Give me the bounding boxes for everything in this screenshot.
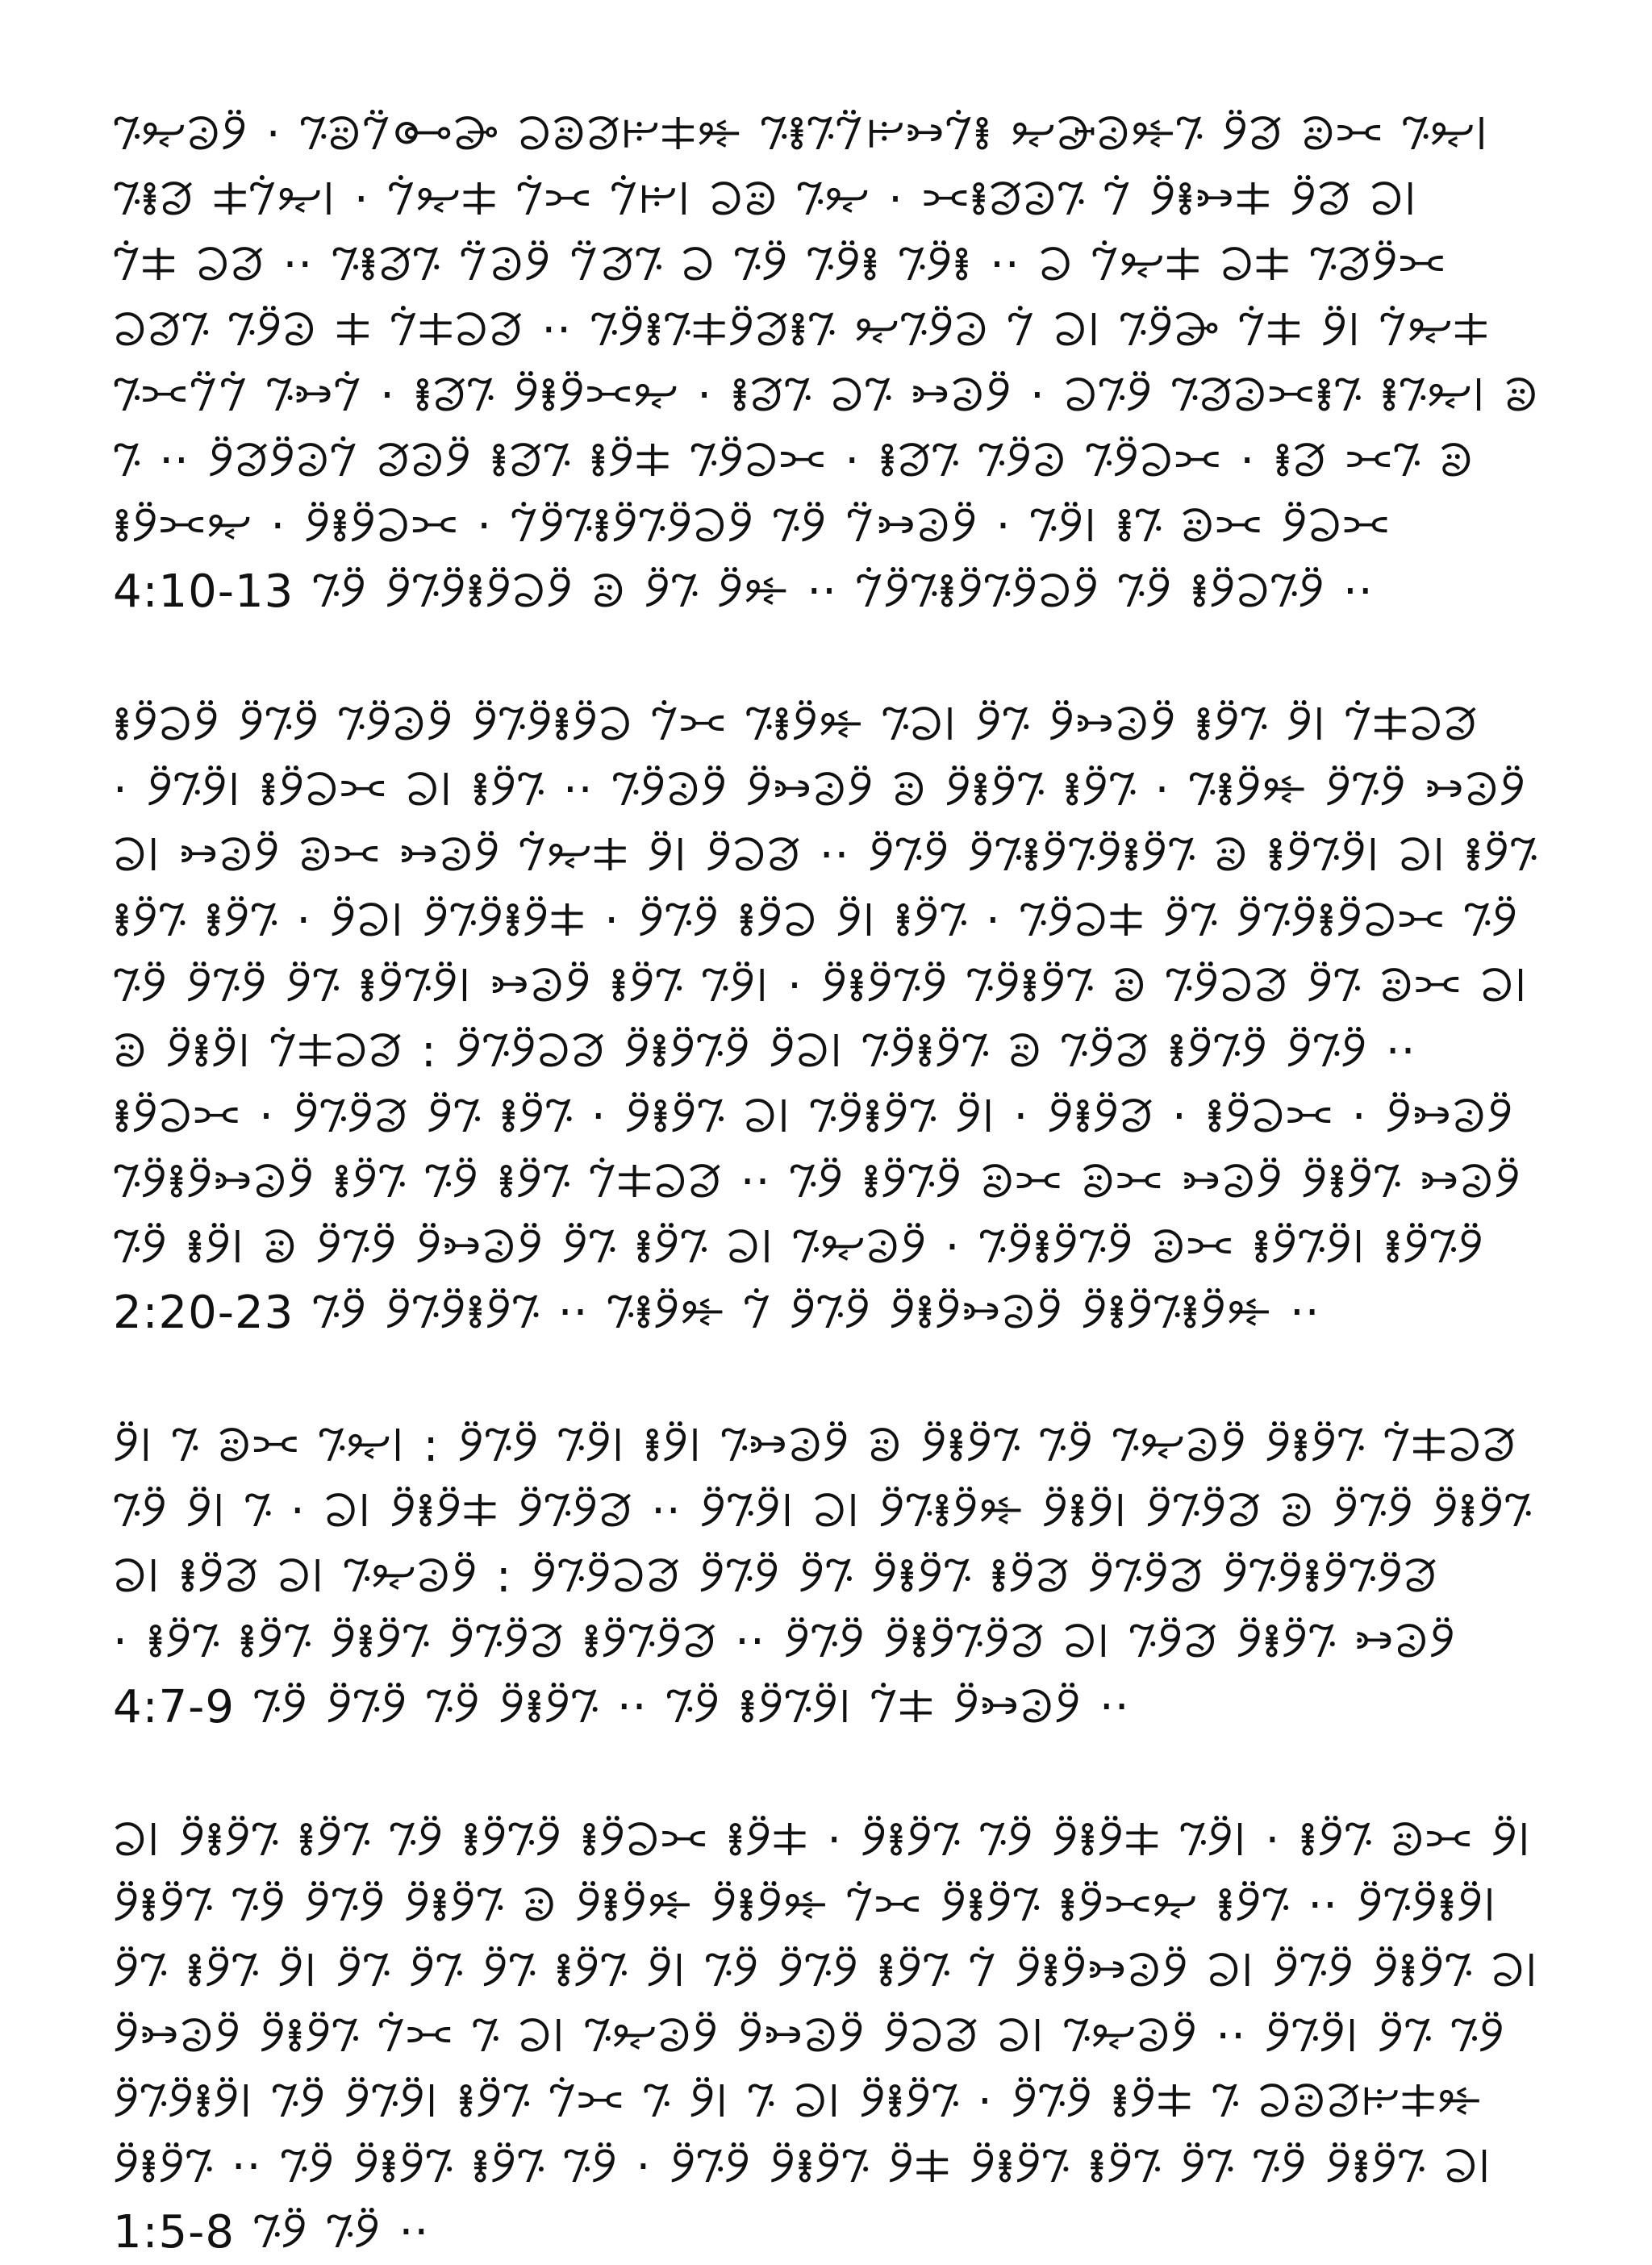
document-page [113,102,1541,2265]
passage-1: 𞠢𞠌𞠃 𞠅𞠊 𞠎𞠆 𞠃𞠏𞠉𞠒𞠌 𞠇𞠁𞠄𞠋𞠂𞠃𞠇𞠃 𞠏𞠍𞠋𞠎𞠊𞠈 𞠐𞠑𞠂𞠊𞠃 · 𞠆𞠉𞠌𞠃 𞠢𞠈 𞠎𞠆 𞠍𞠄𞠇𞠆 𞠁 𞠃𞠉𞠎𞠇𞠅 · 𞠌𞠃 𞠊𞠈 𞠢𞠋𞠁 𞠅𞠁 𞠍𞠌𞠁 · 𞠢𞠌𞠁𞠍 𞠎𞠇𞠃 𞠅𞠆𞠎𞠃 𞠍𞠈 𞠍𞠌𞠁 𞠈 ·· 𞠇𞠆𞠃 𞠇𞠆𞠃 𞠆𞠃 𞠈 𞠃𞠎𞠂 𞠆𞠉𞠂 𞠃𞠎𞠇𞠃 ·· 𞠎𞠈 𞠍𞠁 𞠍𞠌𞠁 𞠢𞠆 𞠍𞠁 𞠐𞠆𞠃 𞠢𞠈 𞠁 𞠉𞠆𞠃𞠌 𞠃𞠇𞠎𞠆𞠍𞠃𞠇𞠆𞠃 ·· 𞠎𞠈𞠍𞠁 𞠍 𞠉𞠆𞠃 𞠃𞠎𞠈 𞠊 𞠢𞠌𞠃𞠇 𞠃𞠇𞠅𞠉𞠎𞠃 𞠆𞠃𞠈 · 𞠆𞠉𞠄 𞠃𞠈 𞠃𞠎𞠇 · 𞠌𞠅𞠆𞠇𞠆 𞠃𞠎𞠇 · 𞠁𞠄𞠃 𞠁𞠂𞠅𞠃 𞠊 𞠃𞠅 𞠎𞠇 · 𞠅𞠈𞠆𞠃 𞠉𞠆𞠃 𞠃𞠎𞠇 · 𞠅𞠈𞠆𞠃 𞠍𞠆𞠇 𞠃𞠎𞠇 𞠆𞠉𞠎 𞠁𞠉𞠆𞠎𞠆 ·· 𞠃 𞠅𞠈𞠆 𞠅𞠊 𞠃𞠇 𞠢𞠆𞠃 · 𞠆𞠉𞠄𞠂 𞠆𞠃 𞠆𞠈𞠆𞠃𞠆𞠇𞠃𞠆𞠁 · 𞠅𞠈𞠆𞠇𞠆 · 𞠌𞠅𞠆𞠇 𞠆𞠃𞠈𞠆𞠇 𞠆𞠃 𞠆𞠈𞠆𞠃𞠆𞠇𞠃𞠆𞠁 ·· 𞠏𞠆 𞠃𞠆 𞠊 𞠆𞠈𞠆𞠇𞠆𞠃𞠆 𞠆𞠃 4:10-13 ·· [113,108,1539,618]
passage-3: 𞠎𞠈𞠍𞠁 𞠃𞠆𞠇𞠆 𞠆𞠉𞠌𞠃 𞠆𞠃 𞠃𞠆𞠇𞠆 𞠊 𞠆𞠉𞠄𞠃 𞠢𞠆𞠇 𞠢𞠆𞠃 𞠆𞠃𞠆 : 𞠢𞠌𞠃 𞠅𞠊 𞠃 𞠢𞠆 𞠃𞠆𞠇𞠆 𞠆𞠃𞠆 𞠊 𞠎𞠆𞠃𞠆 𞠢𞠆𞠇𞠆 𞠏𞠆𞠇𞠃𞠆 𞠢𞠈 𞠢𞠆𞠃𞠆 ·· 𞠎𞠆𞠃𞠆 𞠍𞠆𞠇𞠆 𞠢𞠈 · 𞠃 𞠢𞠆 𞠆𞠃 𞠎𞠆𞠃𞠆𞠇𞠆𞠃𞠆 𞠎𞠆𞠃𞠆 𞠎𞠆𞠇 𞠃𞠆𞠇𞠆 𞠃𞠆 𞠆𞠃𞠆 𞠎𞠈𞠆𞠃𞠆 : 𞠆𞠉𞠌𞠃 𞠢𞠈 𞠎𞠆𞠇 𞠢𞠈 𞠆𞠉𞠄 𞠃𞠆𞠇𞠆 𞠎𞠆𞠃 𞠢𞠈 𞠎𞠆𞠃𞠆𞠇𞠆 𞠆𞠃𞠆 ·· 𞠎𞠆𞠃𞠆𞠇 𞠎𞠆𞠃𞠆 𞠃𞠆𞠇𞠆 𞠃𞠆𞠇 𞠃𞠆𞠇 · 𞠆𞠉𞠄𞠆 𞠍𞠁 𞠢𞠆𞠃𞠆𞠇 𞠆𞠃 ·· 𞠃𞠆𞠇𞠆 𞠆𞠃 𞠆𞠃𞠆 𞠆𞠃 4:7-9 ·· [113,1420,1533,1733]
passage-4: 𞠢𞠆 𞠅𞠊 𞠃𞠆𞠇 · 𞠢𞠆𞠃 𞠍𞠆𞠇𞠆 𞠆𞠃 𞠃𞠆𞠇𞠆 · 𞠍𞠆𞠇 𞠅𞠈𞠆𞠇 𞠆𞠃𞠆𞠇 𞠆𞠃 𞠃𞠆𞠇 𞠃𞠆𞠇𞠆 𞠢𞠈 𞠢𞠆𞠇𞠆𞠃𞠆 ·· 𞠃𞠆𞠇 𞠌𞠅𞠆𞠇 𞠃𞠆𞠇𞠆 𞠅𞠁 𞠏𞠆𞠇𞠆 𞠏𞠆𞠇𞠆 𞠊 𞠃𞠆𞠇𞠆 𞠆𞠃𞠆 𞠆𞠃 𞠃𞠆𞠇𞠆 𞠢𞠈 𞠃𞠆𞠇𞠆 𞠆𞠃𞠆 𞠢𞠈 𞠆𞠉𞠄𞠆𞠇𞠆 𞠁 𞠃𞠆𞠇 𞠆𞠃𞠆 𞠆𞠃 𞠢𞠆 𞠃𞠆𞠇 𞠃𞠆 𞠃𞠆 𞠃𞠆 𞠢𞠆 𞠃𞠆𞠇 𞠃𞠆 𞠆𞠃 𞠃𞠆 𞠢𞠆𞠃𞠆 ·· 𞠆𞠉𞠌𞠃 𞠢𞠈 𞠎𞠈𞠆 𞠆𞠉𞠄𞠆 𞠆𞠉𞠌𞠃 𞠢𞠈 𞠃 𞠅𞠁 𞠃𞠆𞠇𞠆 𞠆𞠉𞠄𞠆 𞠏𞠍𞠋𞠎𞠊𞠈 𞠃 𞠍𞠆𞠇 𞠆𞠃𞠆 · 𞠃𞠆𞠇𞠆 𞠢𞠈 𞠃 𞠢𞠆 𞠃 𞠅𞠁 𞠃𞠆𞠇 𞠢𞠆𞠃𞠆 𞠆𞠃 𞠢𞠆𞠇𞠆𞠃𞠆 𞠢𞠈 𞠃𞠆𞠇𞠆 𞠆𞠃 𞠃𞠆 𞠃𞠆𞠇 𞠃𞠆𞠇𞠆 𞠍𞠆 𞠃𞠆𞠇𞠆 𞠆𞠃𞠆 · 𞠆𞠃 𞠃𞠆𞠇 𞠃𞠆𞠇𞠆 𞠆𞠃 ·· 𞠃𞠆𞠇𞠆 𞠆𞠃 𞠆𞠃 1:5-8 ·· [113,1814,1538,2259]
passage-2: 𞠎𞠈𞠍𞠁 𞠢𞠆 𞠃𞠆𞠇 𞠆𞠉𞠄𞠆 𞠃𞠆 𞠢𞠈𞠃 𞠏𞠆𞠇𞠃 𞠅𞠁 𞠈𞠆𞠇𞠆𞠃𞠆 𞠆𞠉𞠆𞠃 𞠆𞠃𞠆 𞠆𞠈𞠆𞠇 𞠆𞠉𞠄 𞠆𞠃𞠆 𞠏𞠆𞠇𞠃 · 𞠃𞠆𞠇 𞠃𞠆𞠇𞠆 𞠊 𞠆𞠉𞠄𞠆 𞠆𞠉𞠆𞠃 ·· 𞠃𞠆𞠇 𞠢𞠈 𞠅𞠈𞠆𞠇 𞠢𞠆𞠃𞠆 · 𞠃𞠆𞠇 𞠢𞠈 𞠢𞠆𞠃𞠆𞠇 𞠊 𞠃𞠆𞠇𞠆𞠃𞠆𞠇𞠃𞠆 𞠆𞠃𞠆 ·· 𞠎𞠈𞠆 𞠢𞠆 𞠍𞠌𞠁 𞠆𞠉𞠄 𞠅𞠊 𞠆𞠉𞠄 𞠢𞠈 𞠆𞠃 𞠅𞠈𞠆𞠇𞠆𞠃𞠆 𞠃𞠆 𞠍𞠈𞠆𞠃 · 𞠃𞠆𞠇 𞠢𞠆 𞠈𞠆𞠇 𞠆𞠃𞠆 · 𞠍𞠆𞠇𞠆𞠃𞠆 𞠢𞠈𞠆 · 𞠃𞠆𞠇 𞠃𞠆𞠇 𞠢𞠈 𞠅𞠊 𞠃𞠆 𞠎𞠈𞠆𞠃 𞠊 𞠃𞠆𞠇𞠆𞠃 𞠆𞠃𞠆𞠇𞠆 · 𞠢𞠆𞠃 𞠃𞠆𞠇 𞠆𞠉𞠄 𞠢𞠆𞠃𞠆𞠇 𞠃𞠆 𞠆𞠃𞠆 𞠆𞠃 ·· 𞠆𞠃𞠆 𞠆𞠃𞠆𞠇 𞠎𞠆𞠃 𞠊 𞠃𞠆𞠇𞠆𞠃 𞠢𞠈𞠆 𞠆𞠃𞠆𞠇𞠆 𞠎𞠈𞠆𞠃𞠆 : 𞠎𞠈𞠍𞠁 𞠢𞠆𞠇𞠆 𞠊 𞠆𞠉𞠄𞠆 · 𞠅𞠈𞠆𞠇 · 𞠎𞠆𞠇𞠆 · 𞠢𞠆 𞠃𞠆𞠇𞠆𞠃 𞠢𞠈 𞠃𞠆𞠇𞠆 · 𞠃𞠆𞠇 𞠃𞠆 𞠎𞠆𞠃𞠆 · 𞠅𞠈𞠆𞠇 𞠆𞠉𞠄 𞠃𞠆𞠇𞠆 𞠆𞠉𞠄 𞠅𞠊 𞠅𞠊 𞠆𞠃𞠆𞠇 𞠆𞠃 ·· 𞠎𞠈𞠍𞠁 𞠃𞠆𞠇 𞠆𞠃 𞠃𞠆𞠇 𞠆𞠉𞠄𞠆𞠇𞠆𞠃 𞠆𞠃𞠆𞠇 𞠢𞠆𞠃𞠆𞠇 𞠅𞠊 𞠆𞠃𞠆𞠇𞠆𞠃 · 𞠆𞠉𞠌𞠃 𞠢𞠈 𞠃𞠆𞠇 𞠃𞠆 𞠆𞠉𞠄𞠆 𞠆𞠃𞠆 𞠊 𞠢𞠆𞠇 𞠆𞠃 𞠏𞠆𞠇𞠃𞠆𞠇𞠆 𞠆𞠉𞠄𞠆𞠇𞠆 𞠆𞠃𞠆 𞠁 𞠏𞠆𞠇𞠃 ·· 𞠃𞠆𞠇𞠆𞠃𞠆 𞠆𞠃 2:20-23 ·· [113,699,1537,1339]
